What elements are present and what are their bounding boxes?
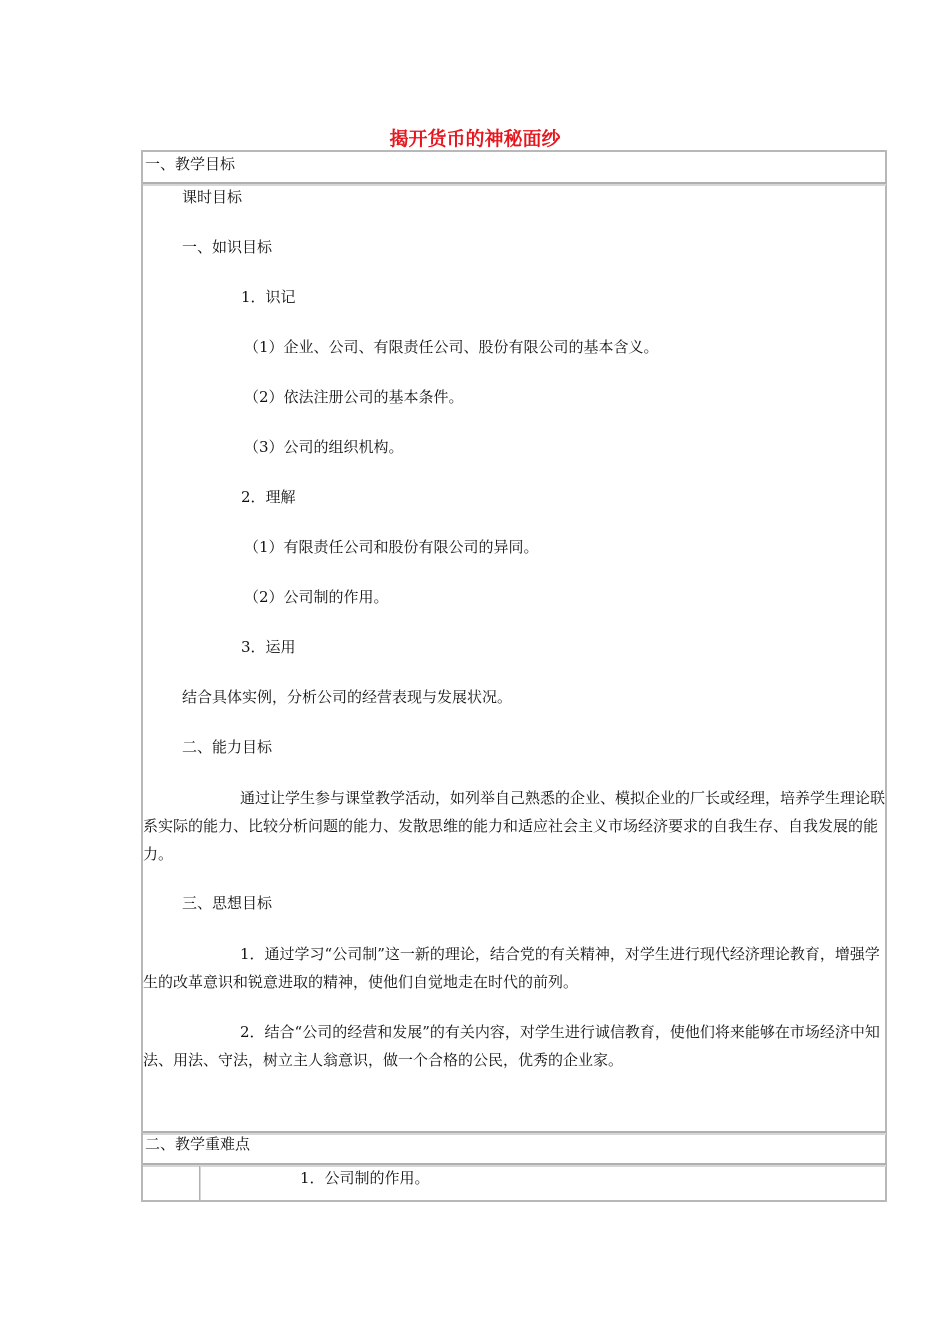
document-title: 揭开货币的神秘面纱 xyxy=(389,128,561,150)
cell-divider xyxy=(199,1166,201,1200)
thought-paragraph-1 xyxy=(143,940,888,996)
thought-text-2: 2．结合“公司的经营和发展”的有关内容，对学生进行诚信教育，使他们将来能够在市场经济中知法、用法、守法，树立主人翁意识，做一个合格的公民，优秀的企业家。 xyxy=(143,1023,880,1069)
thought-paragraph-2 xyxy=(143,1018,888,1074)
list-item: （1）企业、公司、有限责任公司、股份有限公司的基本含义。 xyxy=(244,338,659,356)
thought-text-1: 1．通过学习“公司制”这一新的理论，结合党的有关精神，对学生进行现代经济理论教育，增强学生的改革意识和锐意进取的精神，使他们自觉地走在时代的前列。 xyxy=(143,945,880,991)
row-divider xyxy=(143,1163,886,1167)
list-item: （2）公司制的作用。 xyxy=(244,588,389,606)
apply-label: 3．运用 xyxy=(241,638,296,656)
list-item: （3）公司的组织机构。 xyxy=(244,438,404,456)
list-item: （2）依法注册公司的基本条件。 xyxy=(244,388,464,406)
ability-text: 通过让学生参与课堂教学活动，如列举自己熟悉的企业、模拟企业的厂长或经理，培养学生理论联系实际的能力、比较分析问题的能力、发散思维的能力和适应社会主义市场经济要求的自我生存、自我发展的能力。 xyxy=(143,789,886,863)
key-point-item: 1．公司制的作用。 xyxy=(300,1169,430,1187)
knowledge-heading: 一、如识目标 xyxy=(182,238,273,256)
understand-label: 2．理解 xyxy=(241,488,296,506)
section-heading-key-points: 二、教学重难点 xyxy=(145,1135,251,1153)
row-divider xyxy=(143,1131,886,1135)
ability-paragraph xyxy=(143,784,888,868)
thought-heading: 三、思想目标 xyxy=(182,894,273,912)
sub-heading-lesson-objectives: 课时目标 xyxy=(182,188,243,206)
list-item: （1）有限责任公司和股份有限公司的异同。 xyxy=(244,538,539,556)
ability-heading: 二、能力目标 xyxy=(182,738,273,756)
apply-text: 结合具体实例，分析公司的经营表现与发展状况。 xyxy=(182,688,513,706)
section-heading-objectives: 一、教学目标 xyxy=(145,155,236,173)
recall-label: 1．识记 xyxy=(241,288,296,306)
row-divider xyxy=(143,182,886,186)
